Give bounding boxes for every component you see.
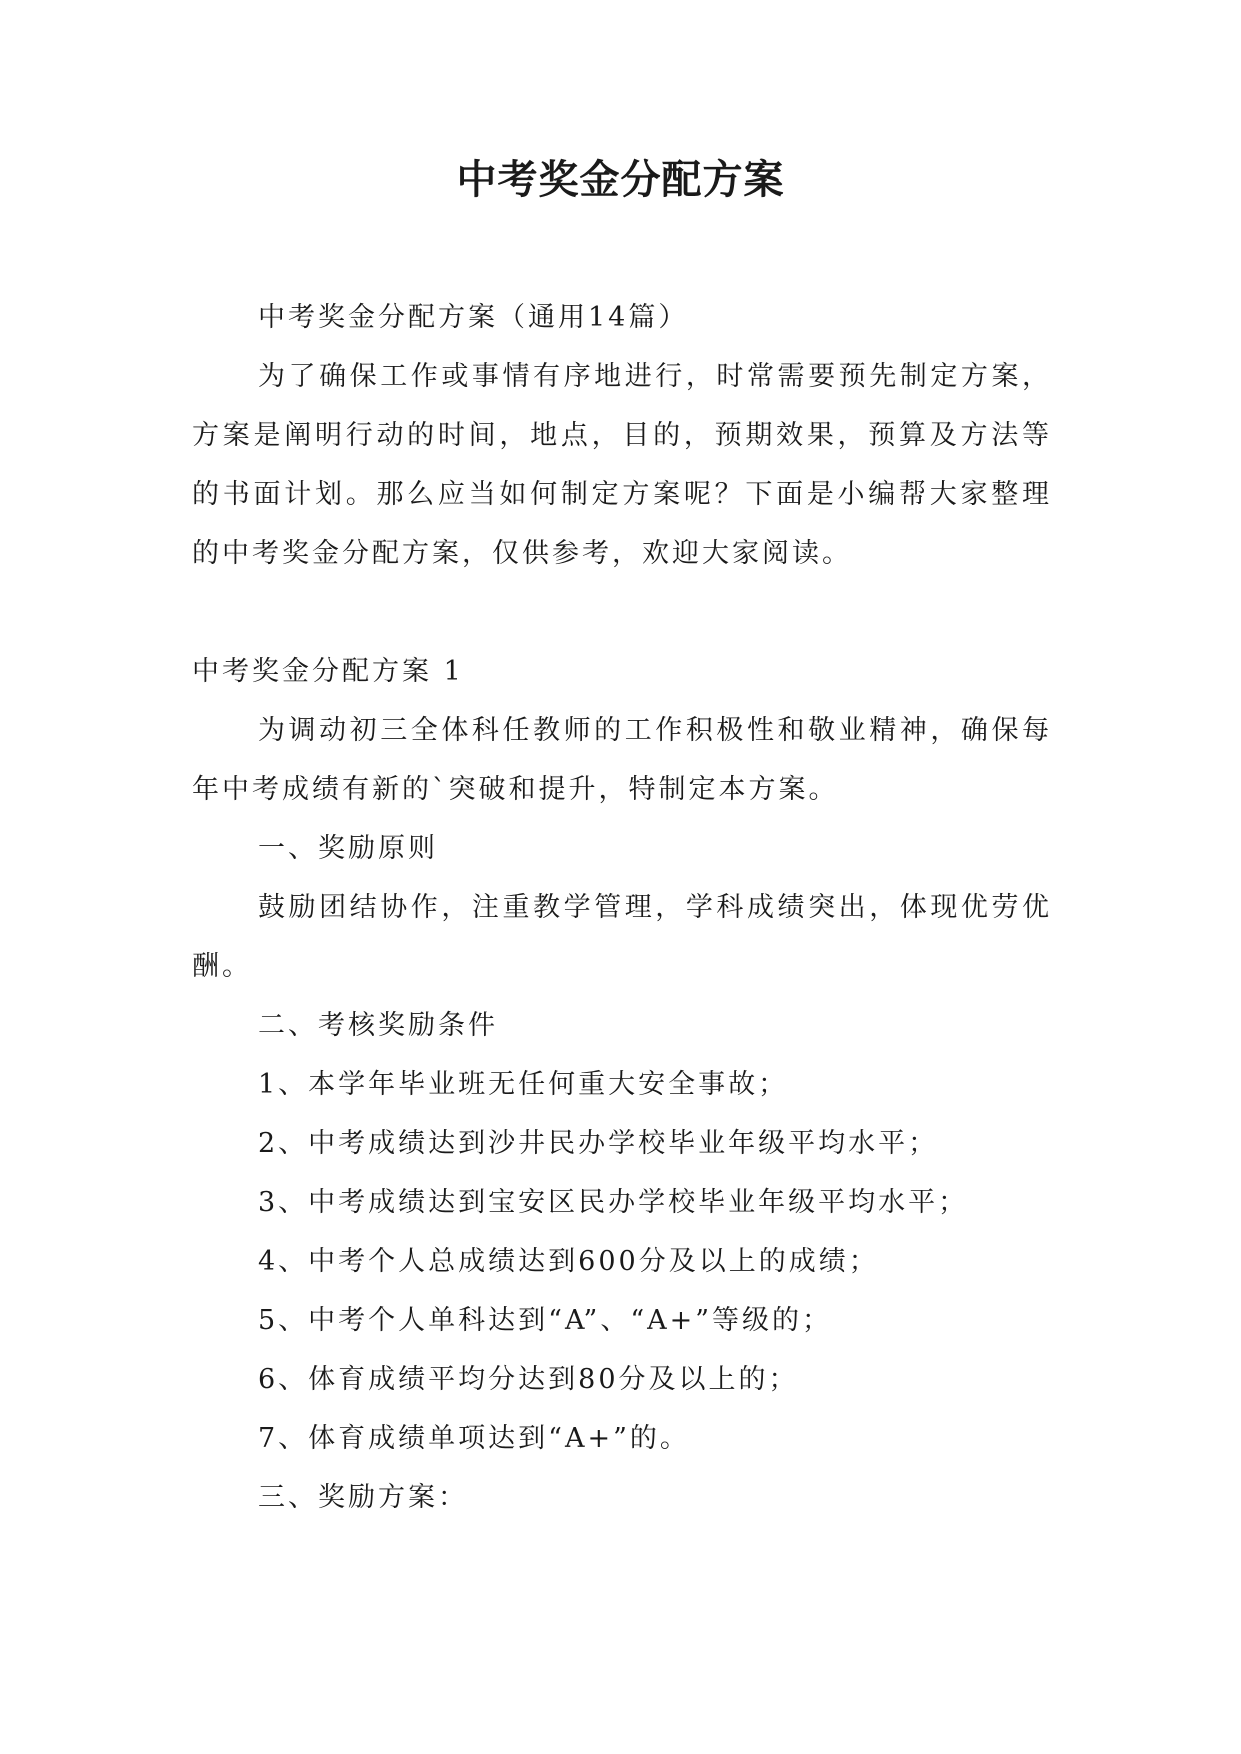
section-heading-plan: 三、奖励方案： xyxy=(258,1482,468,1513)
intro-paragraph: 为了确保工作或事情有序地进行，时常需要预先制定方案，方案是阐明行动的时间，地点，目的，预期效果，预算及方法等的书面计划。那么应当如何制定方案呢？下面是小编帮大家整理的中考奖金分配方案，仅供参考，欢迎大家阅读。 xyxy=(192,361,1052,569)
section-paragraph: 鼓励团结协作，注重教学管理，学科成绩突出，体现优劳优酬。 xyxy=(192,892,1052,982)
condition-item: 4、中考个人总成绩达到600分及以上的成绩； xyxy=(258,1246,879,1277)
section-paragraph: 为调动初三全体科任教师的工作积极性和敬业精神，确保每年中考成绩有新的`突破和提升，特制定本方案。 xyxy=(192,715,1052,805)
condition-item: 3、中考成绩达到宝安区民办学校毕业年级平均水平； xyxy=(258,1187,969,1218)
document-body xyxy=(192,288,1052,1527)
condition-item: 6、体育成绩平均分达到80分及以上的； xyxy=(258,1364,799,1395)
section-heading: 中考奖金分配方案 1 xyxy=(192,656,464,687)
condition-item: 1、本学年毕业班无任何重大安全事故； xyxy=(258,1069,789,1100)
section-heading-conditions: 二、考核奖励条件 xyxy=(258,1010,498,1041)
section-heading-principles: 一、奖励原则 xyxy=(258,833,438,864)
document-title: 中考奖金分配方案 xyxy=(456,157,785,203)
condition-item: 5、中考个人单科达到“A”、“A+”等级的； xyxy=(258,1305,833,1336)
document-subtitle: 中考奖金分配方案（通用14篇） xyxy=(258,302,689,333)
condition-item: 7、体育成绩单项达到“A+”的。 xyxy=(258,1423,690,1454)
condition-item: 2、中考成绩达到沙井民办学校毕业年级平均水平； xyxy=(258,1128,939,1159)
